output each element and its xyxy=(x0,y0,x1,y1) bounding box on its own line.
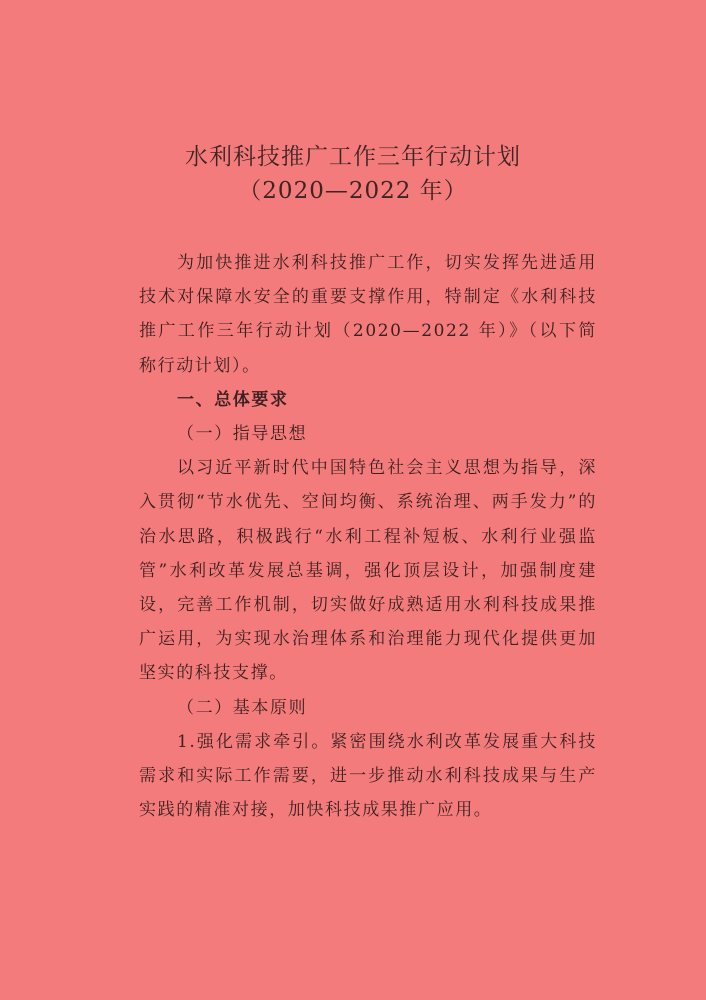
principle-1-paragraph: 1.强化需求牵引。紧密围绕水利改革发展重大科技需求和实际工作需要，进一步推动水利科技成果与生产实践的精准对接，加快科技成果推广应用。 xyxy=(139,731,597,821)
section-heading-general-requirements: 一、总体要求 xyxy=(177,389,289,410)
subsection-heading-basic-principles: （二）基本原则 xyxy=(177,697,308,718)
guiding-ideology-paragraph: 以习近平新时代中国特色社会主义思想为指导，深入贯彻“节水优先、空间均衡、系统治理、两手发力”的治水思路，积极践行“水利工程补短板、水利行业强监管”水利改革发展总基调，强化顶层设计，加强制度建设，完善工作机制，切实做好成熟适用水利科技成果推广运用，为实现水治理体系和治理能力现代化提供更加坚实的科技支撑。 xyxy=(139,458,597,684)
document-subtitle: （2020—2022 年） xyxy=(238,178,468,204)
subsection-heading-guiding-ideology: （一）指导思想 xyxy=(177,424,308,445)
title-block xyxy=(0,140,706,208)
intro-paragraph: 为加快推进水利科技推广工作，切实发挥先进适用技术对保障水安全的重要支撑作用，特制定《水利科技推广工作三年行动计划（2020—2022 年）》（以下简称行动计划）。 xyxy=(139,253,597,376)
document-body xyxy=(139,246,597,827)
document-title: 水利科技推广工作三年行动计划 xyxy=(185,144,521,170)
